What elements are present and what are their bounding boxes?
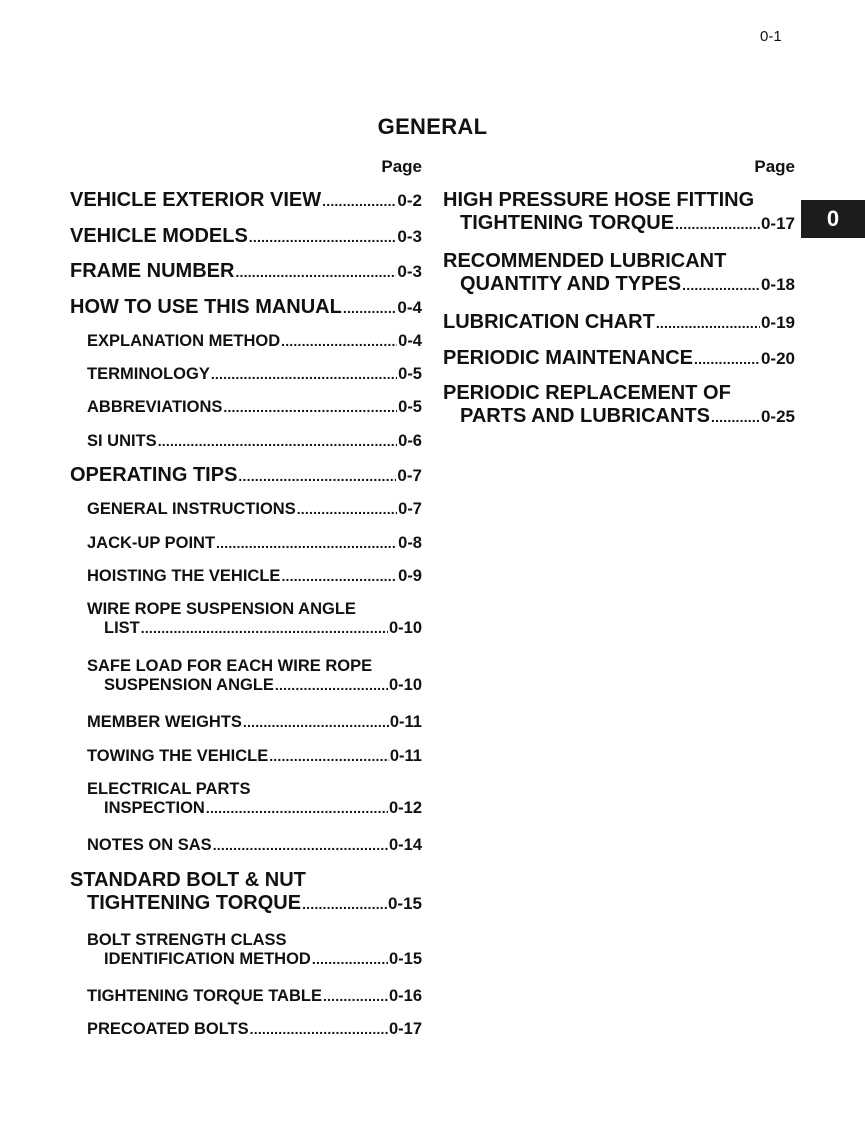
dot-leader: [694, 351, 760, 367]
toc-entry-page: 0-25: [760, 407, 795, 426]
toc-entry-title-line2: QUANTITY AND TYPES: [460, 273, 682, 295]
toc-entry-how-to-use-this-manual[interactable]: [70, 296, 422, 319]
toc-entry-wire-rope-suspension-angle-list[interactable]: [87, 600, 422, 638]
dot-leader: [322, 193, 396, 209]
toc-entry-page: 0-10: [388, 676, 422, 694]
toc-entry-title: EXPLANATION METHOD: [87, 332, 281, 350]
dot-leader: [656, 315, 760, 331]
toc-entry-title-line1: HIGH PRESSURE HOSE FITTING: [443, 189, 755, 211]
toc-entry-title-line2: SUSPENSION ANGLE: [104, 676, 274, 694]
toc-entry-vehicle-exterior-view[interactable]: [70, 189, 422, 212]
toc-entry-standard-bolt-and-nut-tightening-torque[interactable]: [70, 869, 422, 915]
toc-entry-safe-load-for-each-wire-rope[interactable]: [87, 657, 422, 695]
toc-entry-title-line1: WIRE ROPE SUSPENSION ANGLE: [87, 600, 356, 618]
toc-entry-title: OPERATING TIPS: [70, 464, 238, 486]
toc-entry-page: 0-12: [388, 799, 422, 817]
toc-entry-title: LUBRICATION CHART: [443, 311, 655, 333]
dot-leader: [281, 568, 397, 584]
toc-entry-title-line2: IDENTIFICATION METHOD: [104, 950, 311, 968]
toc-entry-frame-number[interactable]: [70, 260, 422, 283]
dot-leader: [682, 277, 760, 293]
right-column-page-header: Page: [754, 157, 795, 176]
toc-entry-page: 0-4: [398, 332, 422, 350]
toc-entry-title: ABBREVIATIONS: [87, 398, 223, 416]
dot-leader: [249, 229, 397, 245]
dot-leader: [323, 988, 388, 1004]
toc-entry-title: VEHICLE MODELS: [70, 225, 248, 247]
toc-entry-page: 0-19: [760, 313, 795, 332]
toc-entry-title-line1: ELECTRICAL PARTS: [87, 780, 251, 798]
toc-entry-page: 0-7: [397, 466, 422, 485]
toc-entry-page: 0-9: [398, 567, 422, 585]
toc-entry-page: 0-16: [388, 987, 422, 1005]
toc-entry-title: FRAME NUMBER: [70, 260, 235, 282]
toc-entry-page: 0-6: [398, 432, 422, 450]
dot-leader: [275, 677, 388, 693]
toc-entry-page: 0-5: [398, 398, 422, 416]
toc-entry-title-line2: TIGHTENING TORQUE: [460, 212, 675, 234]
page-number: 0-1: [760, 28, 782, 45]
toc-entry-page: 0-3: [397, 262, 422, 281]
toc-entry-title: HOW TO USE THIS MANUAL: [70, 296, 342, 318]
toc-entry-title: VEHICLE EXTERIOR VIEW: [70, 189, 322, 211]
dot-leader: [211, 366, 397, 382]
toc-entry-electrical-parts-inspection[interactable]: [87, 780, 422, 818]
toc-entry-title-line1: RECOMMENDED LUBRICANT: [443, 250, 727, 272]
toc-entry-member-weights[interactable]: [87, 713, 422, 732]
toc-entry-recommended-lubricant[interactable]: [443, 250, 795, 296]
toc-entry-si-units[interactable]: [87, 432, 422, 451]
toc-entry-bolt-strength-class-identification-method[interactable]: [87, 931, 422, 969]
toc-entry-vehicle-models[interactable]: [70, 225, 422, 248]
toc-entry-page: 0-3: [397, 227, 422, 246]
toc-entry-tightening-torque-table[interactable]: [87, 987, 422, 1006]
toc-entry-operating-tips[interactable]: [70, 464, 422, 487]
dot-leader: [675, 216, 760, 232]
toc-entry-high-pressure-hose-fitting[interactable]: [443, 189, 795, 235]
toc-entry-title: TIGHTENING TORQUE TABLE: [87, 987, 322, 1005]
dot-leader: [711, 409, 760, 425]
toc-entry-title: PRECOATED BOLTS: [87, 1020, 249, 1038]
toc-entry-title-line2: INSPECTION: [104, 799, 205, 817]
toc-entry-title: SI UNITS: [87, 432, 157, 450]
dot-leader: [235, 264, 396, 280]
dot-leader: [158, 433, 397, 449]
toc-entry-title: MEMBER WEIGHTS: [87, 713, 242, 731]
dot-leader: [269, 748, 389, 764]
dot-leader: [223, 399, 397, 415]
dot-leader: [312, 951, 388, 967]
toc-entry-periodic-replacement[interactable]: [443, 382, 795, 428]
dot-leader: [250, 1021, 388, 1037]
toc-entry-page: 0-11: [389, 747, 422, 765]
toc-entry-title-line1: SAFE LOAD FOR EACH WIRE ROPE: [87, 657, 373, 675]
toc-entry-periodic-maintenance[interactable]: [443, 347, 795, 370]
dot-leader: [343, 300, 397, 316]
toc-entry-notes-on-sas[interactable]: [87, 836, 422, 855]
toc-entry-page: 0-4: [397, 298, 422, 317]
dot-leader: [213, 837, 388, 853]
toc-entry-title: GENERAL INSTRUCTIONS: [87, 500, 296, 518]
toc-entry-title: PERIODIC MAINTENANCE: [443, 347, 694, 369]
toc-entry-page: 0-20: [760, 349, 795, 368]
toc-entry-title-line2: TIGHTENING TORQUE: [87, 892, 302, 914]
toc-entry-page: 0-14: [388, 836, 422, 854]
dot-leader: [206, 800, 388, 816]
toc-entry-title: TERMINOLOGY: [87, 365, 210, 383]
toc-entry-page: 0-15: [388, 950, 422, 968]
toc-entry-precoated-bolts[interactable]: [87, 1020, 422, 1039]
toc-entry-hoisting-the-vehicle[interactable]: [87, 567, 422, 586]
toc-entry-terminology[interactable]: [87, 365, 422, 384]
dot-leader: [302, 896, 387, 912]
dot-leader: [238, 468, 396, 484]
toc-entry-title: TOWING THE VEHICLE: [87, 747, 269, 765]
toc-entry-title-line1: BOLT STRENGTH CLASS: [87, 931, 287, 949]
dot-leader: [216, 535, 397, 551]
toc-entry-jack-up-point[interactable]: [87, 534, 422, 553]
toc-entry-page: 0-7: [398, 500, 422, 518]
toc-entry-title: NOTES ON SAS: [87, 836, 212, 854]
toc-entry-title: JACK-UP POINT: [87, 534, 216, 552]
dot-leader: [141, 620, 388, 636]
dot-leader: [281, 333, 397, 349]
toc-entry-title-line2: LIST: [104, 619, 140, 637]
page-title: GENERAL: [377, 114, 488, 139]
toc-entry-page: 0-11: [389, 713, 422, 731]
toc-entry-abbreviations[interactable]: [87, 398, 422, 417]
toc-entry-page: 0-17: [760, 214, 795, 233]
dot-leader: [297, 501, 397, 517]
toc-entry-lubrication-chart[interactable]: [443, 311, 795, 334]
toc-entry-towing-the-vehicle[interactable]: [87, 747, 422, 766]
toc-entry-general-instructions[interactable]: [87, 500, 422, 519]
toc-entry-page: 0-17: [388, 1020, 422, 1038]
toc-entry-page: 0-15: [387, 894, 422, 913]
toc-entry-explanation-method[interactable]: [87, 332, 422, 351]
section-tab[interactable]: 0: [801, 200, 865, 238]
toc-entry-page: 0-10: [388, 619, 422, 637]
toc-entry-title-line1: PERIODIC REPLACEMENT OF: [443, 382, 731, 404]
toc-entry-page: 0-5: [398, 365, 422, 383]
toc-entry-title: HOISTING THE VEHICLE: [87, 567, 281, 585]
toc-entry-title-line1: STANDARD BOLT & NUT: [70, 869, 306, 891]
toc-entry-page: 0-8: [398, 534, 422, 552]
left-column-page-header: Page: [381, 157, 422, 176]
toc-entry-title-line2: PARTS AND LUBRICANTS: [460, 405, 710, 427]
dot-leader: [243, 714, 389, 730]
toc-entry-page: 0-2: [397, 191, 422, 210]
toc-entry-page: 0-18: [760, 275, 795, 294]
